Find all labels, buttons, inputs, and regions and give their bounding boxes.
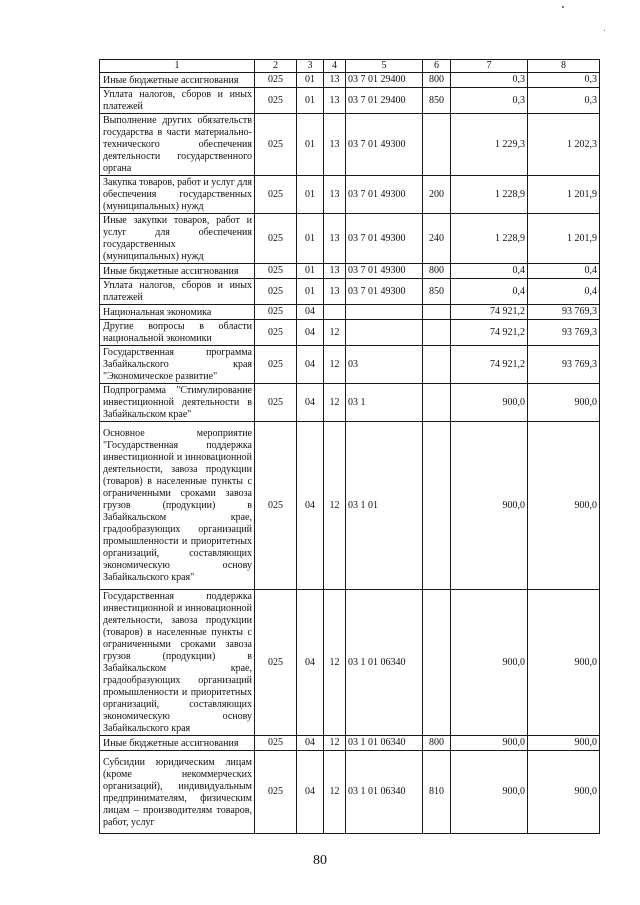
cell-subsection: 12 — [324, 590, 346, 736]
cell-expense-type — [423, 320, 451, 346]
cell-expense-type — [423, 422, 451, 590]
cell-section: 01 — [297, 88, 324, 114]
cell-admin-code: 025 — [255, 590, 297, 736]
cell-subsection: 12 — [324, 384, 346, 422]
col-header-8: 8 — [528, 60, 600, 73]
cell-target-article: 03 7 01 29400 — [346, 73, 423, 88]
cell-subsection: 13 — [324, 114, 346, 176]
cell-target-article: 03 7 01 49300 — [346, 114, 423, 176]
cell-subsection: 12 — [324, 346, 346, 384]
cell-amount-col8: 0,4 — [528, 279, 600, 305]
table-row — [100, 346, 600, 384]
col-header-2: 2 — [255, 60, 297, 73]
cell-subsection: 13 — [324, 264, 346, 279]
cell-admin-code: 025 — [255, 320, 297, 346]
cell-target-article: 03 1 — [346, 384, 423, 422]
scan-speck — [562, 6, 564, 8]
cell-amount-col8: 1 201,9 — [528, 176, 600, 214]
cell-expense-type: 850 — [423, 88, 451, 114]
cell-admin-code: 025 — [255, 346, 297, 384]
cell-admin-code: 025 — [255, 264, 297, 279]
col-header-1: 1 — [100, 60, 255, 73]
cell-expense-type: 810 — [423, 751, 451, 834]
cell-admin-code: 025 — [255, 214, 297, 264]
row-name: Выполнение других обязательств государства в части материально-технического обеспечения деятельности государственного органа — [100, 114, 255, 176]
table-row — [100, 214, 600, 264]
cell-target-article: 03 7 01 49300 — [346, 214, 423, 264]
cell-target-article — [346, 305, 423, 320]
row-name: Иные бюджетные ассигнования — [100, 264, 255, 279]
row-name: Государственная поддержка инвестиционной и инновационной деятельности, завоза продукции (товаров) в населенные пункты с ограниченными сроками завоза грузов (продукции) в Забайкальском крае, градообразующих организаций промышленности и приоритетных организаций, составляющих экономическую основу Забайкальского края — [100, 590, 255, 736]
cell-expense-type — [423, 114, 451, 176]
cell-section: 01 — [297, 264, 324, 279]
cell-target-article: 03 1 01 — [346, 422, 423, 590]
header-row — [100, 60, 600, 73]
cell-admin-code: 025 — [255, 422, 297, 590]
cell-amount-col8: 93 769,3 — [528, 346, 600, 384]
cell-amount-col8: 1 202,3 — [528, 114, 600, 176]
table-row — [100, 176, 600, 214]
table-row — [100, 590, 600, 736]
cell-expense-type: 850 — [423, 279, 451, 305]
cell-target-article: 03 7 01 49300 — [346, 279, 423, 305]
cell-section: 04 — [297, 590, 324, 736]
cell-amount-col8: 900,0 — [528, 751, 600, 834]
cell-amount-col7: 0,4 — [451, 264, 528, 279]
cell-target-article: 03 — [346, 346, 423, 384]
cell-amount-col8: 0,3 — [528, 88, 600, 114]
cell-amount-col8: 900,0 — [528, 736, 600, 751]
cell-amount-col7: 900,0 — [451, 384, 528, 422]
col-header-6: 6 — [423, 60, 451, 73]
cell-subsection: 12 — [324, 320, 346, 346]
cell-admin-code: 025 — [255, 736, 297, 751]
cell-target-article: 03 1 01 06340 — [346, 751, 423, 834]
cell-subsection: 13 — [324, 73, 346, 88]
row-name: Иные бюджетные ассигнования — [100, 736, 255, 751]
cell-section: 01 — [297, 114, 324, 176]
row-name: Основное мероприятие "Государственная поддержка инвестиционной и инновационной деятельности, завоза продукции (товаров) в населенные пункты с ограниченными сроками завоза грузов (продукции) в Забайкальском крае, градообразующих организаций промышленности и приоритетных организаций, составляющих экономическую основу Забайкальского края" — [100, 422, 255, 590]
cell-admin-code: 025 — [255, 751, 297, 834]
cell-expense-type: 800 — [423, 73, 451, 88]
cell-section: 01 — [297, 176, 324, 214]
cell-amount-col8: 0,4 — [528, 264, 600, 279]
cell-expense-type: 240 — [423, 214, 451, 264]
table-row — [100, 305, 600, 320]
cell-amount-col7: 1 228,9 — [451, 214, 528, 264]
cell-amount-col7: 74 921,2 — [451, 320, 528, 346]
cell-expense-type — [423, 590, 451, 736]
row-name: Национальная экономика — [100, 305, 255, 320]
cell-subsection: 13 — [324, 214, 346, 264]
row-name: Уплата налогов, сборов и иных платежей — [100, 88, 255, 114]
cell-target-article — [346, 320, 423, 346]
cell-section: 01 — [297, 214, 324, 264]
cell-admin-code: 025 — [255, 88, 297, 114]
row-name: Другие вопросы в области национальной экономики — [100, 320, 255, 346]
row-name: Государственная программа Забайкальского края "Экономическое развитие" — [100, 346, 255, 384]
cell-amount-col8: 0,3 — [528, 73, 600, 88]
cell-section: 04 — [297, 384, 324, 422]
row-name: Субсидии юридическим лицам (кроме некоммерческих организаций), индивидуальным предпринимателям, физическим лицам – производителям товаров, работ, услуг — [100, 751, 255, 834]
table-row — [100, 736, 600, 751]
row-name: Иные бюджетные ассигнования — [100, 73, 255, 88]
col-header-3: 3 — [297, 60, 324, 73]
cell-amount-col7: 900,0 — [451, 736, 528, 751]
cell-amount-col8: 900,0 — [528, 384, 600, 422]
cell-amount-col7: 0,3 — [451, 88, 528, 114]
cell-target-article: 03 1 01 06340 — [346, 590, 423, 736]
cell-amount-col7: 0,4 — [451, 279, 528, 305]
cell-expense-type: 800 — [423, 736, 451, 751]
col-header-7: 7 — [451, 60, 528, 73]
cell-subsection: 12 — [324, 751, 346, 834]
cell-expense-type — [423, 346, 451, 384]
cell-expense-type: 800 — [423, 264, 451, 279]
table-row — [100, 279, 600, 305]
col-header-5: 5 — [346, 60, 423, 73]
cell-section: 04 — [297, 736, 324, 751]
cell-section: 04 — [297, 305, 324, 320]
cell-amount-col7: 74 921,2 — [451, 346, 528, 384]
table-row — [100, 751, 600, 834]
cell-target-article: 03 7 01 49300 — [346, 264, 423, 279]
table-row — [100, 384, 600, 422]
cell-section: 01 — [297, 279, 324, 305]
cell-admin-code: 025 — [255, 384, 297, 422]
col-header-4: 4 — [324, 60, 346, 73]
cell-amount-col7: 0,3 — [451, 73, 528, 88]
cell-amount-col7: 900,0 — [451, 751, 528, 834]
cell-subsection — [324, 305, 346, 320]
cell-section: 01 — [297, 73, 324, 88]
cell-admin-code: 025 — [255, 176, 297, 214]
row-name: Закупка товаров, работ и услуг для обеспечения государственных (муниципальных) нужд — [100, 176, 255, 214]
cell-target-article: 03 7 01 49300 — [346, 176, 423, 214]
cell-amount-col7: 1 228,9 — [451, 176, 528, 214]
cell-amount-col7: 74 921,2 — [451, 305, 528, 320]
row-name: Уплата налогов, сборов и иных платежей — [100, 279, 255, 305]
scan-speck — [604, 30, 605, 31]
cell-expense-type: 200 — [423, 176, 451, 214]
cell-subsection: 13 — [324, 279, 346, 305]
cell-subsection: 12 — [324, 422, 346, 590]
row-name: Подпрограмма "Стимулирование инвестиционной деятельности в Забайкальском крае" — [100, 384, 255, 422]
table-row — [100, 264, 600, 279]
cell-target-article: 03 1 01 06340 — [346, 736, 423, 751]
cell-subsection: 12 — [324, 736, 346, 751]
cell-section: 04 — [297, 751, 324, 834]
cell-section: 04 — [297, 422, 324, 590]
page-number: 80 — [313, 853, 327, 868]
cell-admin-code: 025 — [255, 73, 297, 88]
cell-amount-col8: 93 769,3 — [528, 320, 600, 346]
cell-admin-code: 025 — [255, 279, 297, 305]
cell-amount-col7: 900,0 — [451, 422, 528, 590]
cell-admin-code: 025 — [255, 114, 297, 176]
table-row — [100, 422, 600, 590]
cell-amount-col7: 1 229,3 — [451, 114, 528, 176]
cell-target-article: 03 7 01 29400 — [346, 88, 423, 114]
cell-admin-code: 025 — [255, 305, 297, 320]
cell-amount-col7: 900,0 — [451, 590, 528, 736]
table-row — [100, 73, 600, 88]
cell-subsection: 13 — [324, 88, 346, 114]
table-row — [100, 114, 600, 176]
budget-table — [99, 59, 600, 834]
cell-section: 04 — [297, 346, 324, 384]
cell-amount-col8: 900,0 — [528, 590, 600, 736]
cell-section: 04 — [297, 320, 324, 346]
cell-amount-col8: 1 201,9 — [528, 214, 600, 264]
table-row — [100, 88, 600, 114]
cell-amount-col8: 93 769,3 — [528, 305, 600, 320]
row-name: Иные закупки товаров, работ и услуг для обеспечения государственных (муниципальных) нужд — [100, 214, 255, 264]
cell-expense-type — [423, 384, 451, 422]
cell-subsection: 13 — [324, 176, 346, 214]
table-row — [100, 320, 600, 346]
cell-amount-col8: 900,0 — [528, 422, 600, 590]
cell-expense-type — [423, 305, 451, 320]
